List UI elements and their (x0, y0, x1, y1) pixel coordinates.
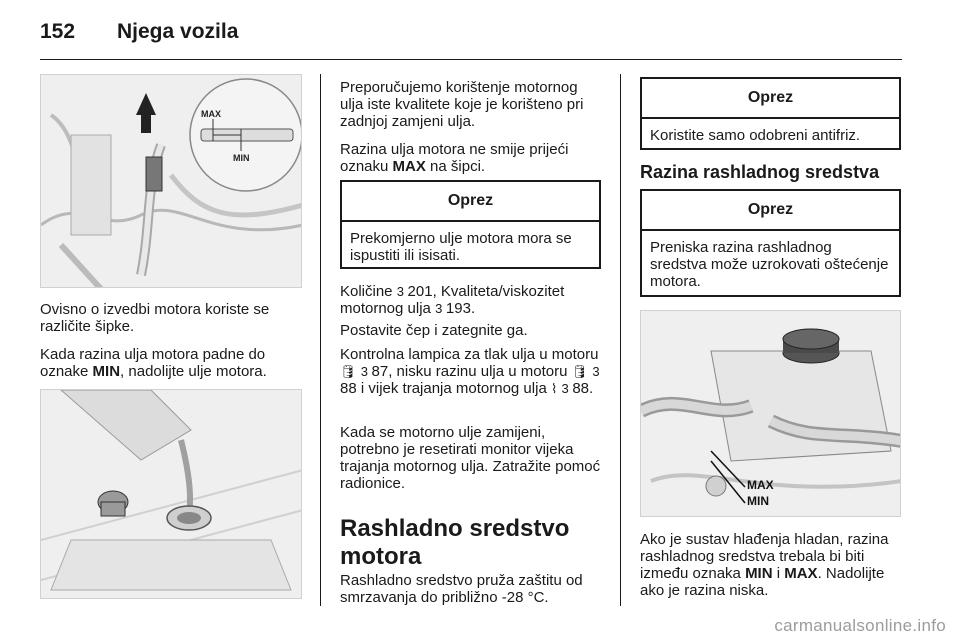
page-reference-arrow-icon: 3 (396, 284, 408, 299)
caution-box-excess-oil (340, 180, 601, 269)
coolant-min-label: MIN (747, 494, 769, 508)
page-reference-arrow-icon: 3 (592, 364, 600, 379)
paragraph-min-level: Kada razina ulja motora padne do oznake MIN, nadolijte ulje motora. (40, 346, 267, 380)
coolant-cap (783, 329, 839, 349)
header-rule (40, 59, 902, 60)
page-reference-arrow-icon: 3 (360, 364, 372, 379)
paragraph-max-level: Razina ulja motora ne smije prijeći oznaku MAX na šipci. (340, 141, 569, 175)
caution-title: Oprez (642, 79, 899, 119)
caution-box-low-coolant (640, 189, 901, 297)
page-title: Njega vozila (117, 20, 239, 43)
paragraph-oil-quality: Preporučujemo korištenje motornog ulja iste kvalitete koje je korišteno pri zadnjoj zamjeni ulja. (340, 79, 584, 130)
caution-text: Preniska razina rashladnog sredstva može uzrokovati oštećenje motora. (650, 239, 889, 290)
paragraph-cap: Postavite čep i zategnite ga. (340, 322, 528, 339)
oil-pressure-lamp-icon: 🛢 (340, 364, 357, 379)
oil-level-lamp-icon: 🛢 (571, 364, 589, 379)
coolant-reservoir-illustration (640, 310, 901, 517)
column-divider-1 (320, 74, 321, 606)
paragraph-coolant-check: Ako je sustav hlađenja hladan, razina rashladnog sredstva trebala bi biti između oznaka MIN i MAX. Nadolijte ako je razina niska. (640, 531, 889, 599)
dipstick-handle (146, 157, 162, 191)
dipstick-drawing (41, 75, 302, 288)
paragraph-reset-monitor: Kada se motorno ulje zamijeni, potrebno je resetirati monitor vijeka trajanja motornog ulja. Zatražite pomoć radionice. (340, 424, 601, 492)
page-reference-arrow-icon: 3 (561, 381, 573, 396)
oil-pour-drawing (41, 390, 302, 599)
dipstick-max-label: MAX (201, 109, 221, 119)
caution-box-antifreeze (640, 77, 901, 150)
page-reference-arrow-icon: 3 (435, 301, 446, 316)
paragraph-dipstick-types: Ovisno o izvedbi motora koriste se različite šipke. (40, 301, 270, 335)
page-number: 152 (40, 20, 76, 43)
coolant-reservoir-drawing (641, 311, 901, 517)
caution-text: Koristite samo odobreni antifriz. (650, 127, 861, 144)
paragraph-warning-lamps: Kontrolna lampica za tlak ulja u motoru 🛢 3 87, nisku razinu ulja u motoru 🛢 3 88 i vijek trajanja motornog ulja ⌇ 3 88. (340, 346, 600, 397)
paragraph-quantities-ref: Količine 3 201, Kvaliteta/viskozitet motornog ulja 3 193. (340, 283, 565, 317)
caution-title: Oprez (342, 182, 599, 222)
paragraph-coolant-protection: Rashladno sredstvo pruža zaštitu od smrzavanja do približno -28 °C. (340, 572, 583, 606)
caution-title: Oprez (642, 191, 899, 231)
watermark: carmanualsonline.info (774, 616, 946, 635)
dipstick-illustration (40, 74, 302, 288)
oil-pour-illustration (40, 389, 302, 599)
caution-text: Prekomjerno ulje motora mora se ispustiti ili isisati. (350, 230, 572, 264)
section-heading-coolant-level: Razina rashladnog sredstva (640, 162, 880, 182)
oil-life-lamp-icon: ⌇ (550, 381, 558, 396)
section-heading-coolant: Rashladno sredstvo motora (340, 515, 570, 570)
dipstick-min-label: MIN (233, 153, 250, 163)
column-divider-2 (620, 74, 621, 606)
coolant-max-label: MAX (747, 478, 774, 492)
